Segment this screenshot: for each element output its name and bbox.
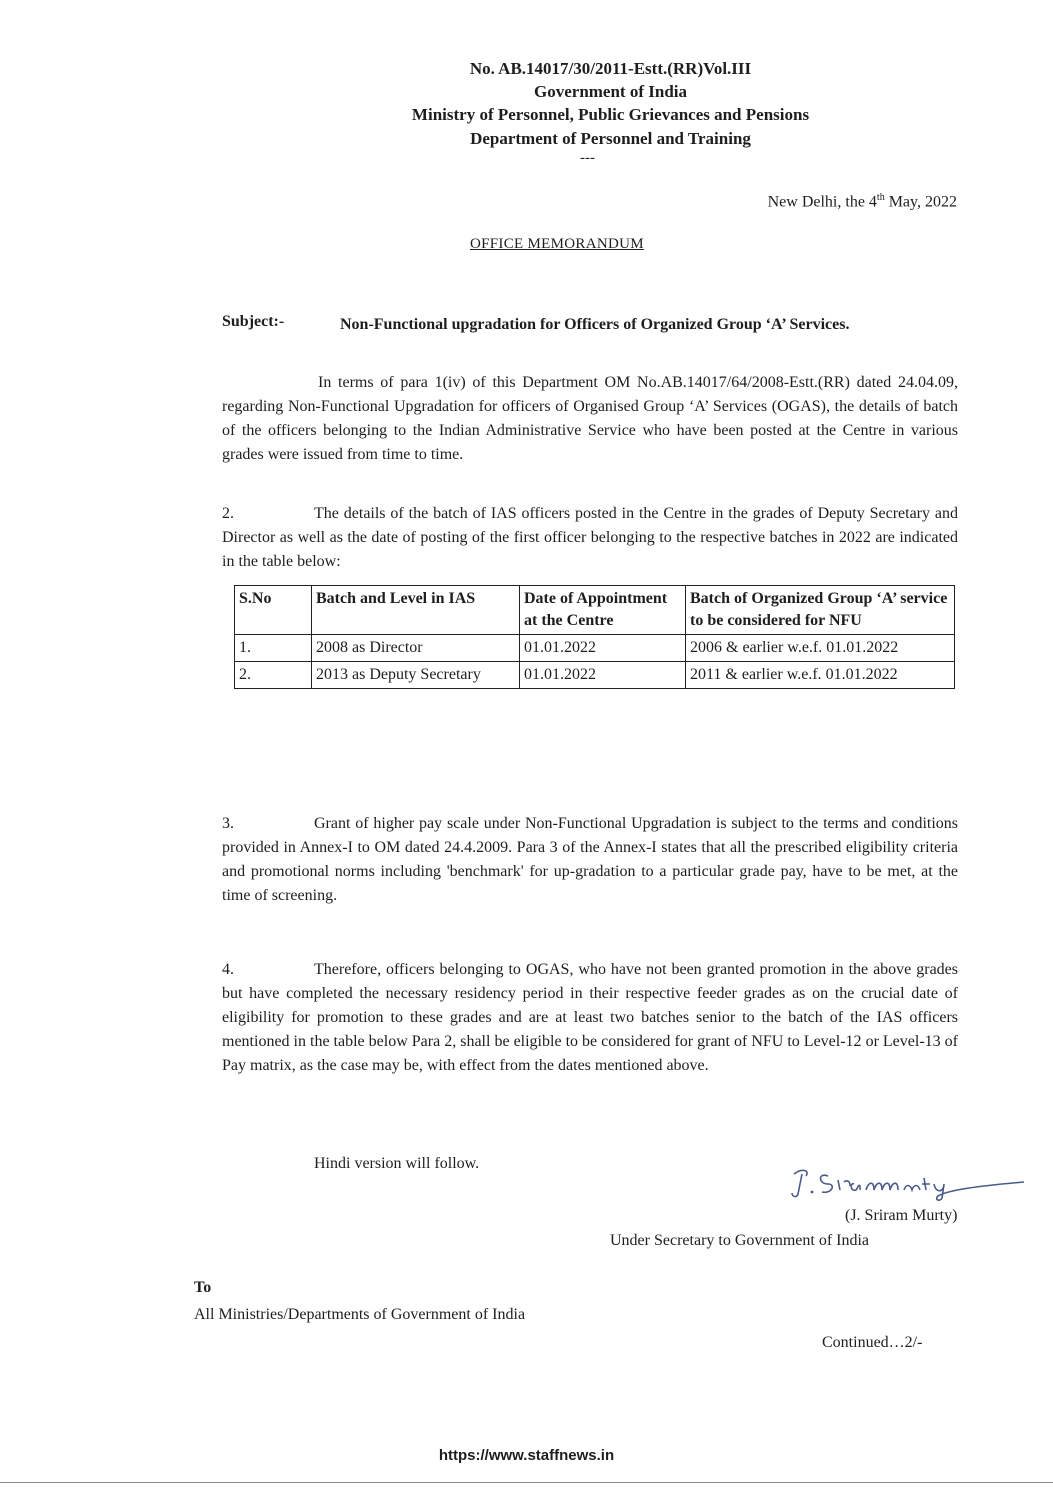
place-date (768, 192, 957, 211)
table-header-row (235, 586, 955, 635)
signatory-name: (J. Sriram Murty) (845, 1207, 958, 1224)
paragraph-2-number: 2. (222, 505, 234, 522)
nfu-batch-table (234, 585, 955, 689)
table-cell: 2. (235, 662, 312, 689)
paragraph-2 (222, 502, 958, 574)
file-number: No. AB.14017/30/2011-Estt.(RR)Vol.III (469, 59, 752, 78)
table-cell: 01.01.2022 (520, 662, 686, 689)
paragraph-4 (222, 958, 958, 1078)
ministry-heading: Ministry of Personnel, Public Grievances and Pensions (411, 105, 810, 124)
subject-label: Subject:- (222, 313, 285, 330)
table-header-cell: Batch of Organized Group ‘A’ service to be considered for NFU (686, 586, 955, 635)
paragraph-3 (222, 812, 958, 908)
footer-divider (0, 1482, 1053, 1483)
paragraph-4-number: 4. (222, 961, 234, 978)
table-cell: 2013 as Deputy Secretary (312, 662, 520, 689)
table-cell: 1. (235, 635, 312, 662)
header-separator: --- (580, 150, 595, 166)
paragraph-3-text: Grant of higher pay scale under Non-Functional Upgradation is subject to the terms and conditions provided in Annex-I to OM dated 24.4.2009. Para 3 of the Annex-I states that all the prescribed eligibility criteria and promotional norms including 'benchmark' for up-gradation to a particular grade pay, have to be met, at the time of screening. (222, 815, 958, 904)
date-rest: May, 2022 (884, 193, 957, 211)
date-day: 4 (868, 193, 877, 211)
date-ordinal: th (876, 192, 885, 203)
hindi-version-note: Hindi version will follow. (314, 1155, 480, 1172)
footer-url: https://www.staffnews.in (438, 1447, 615, 1464)
table-header-cell: Date of Appointment at the Centre (520, 586, 686, 635)
paragraph-3-number: 3. (222, 815, 234, 832)
table-row (235, 635, 955, 662)
paragraph-1: In terms of para 1(iv) of this Department OM No.AB.14017/64/2008-Estt.(RR) dated 24.04.09, regarding Non-Functional Upgradation for officers of Organised Group ‘A’ Services (OGAS), the details of batch of the officers belonging to the Indian Administrative Service who have been posted at the Centre in various grades were issued from time to time. (222, 374, 958, 463)
table-header-cell: S.No (235, 586, 312, 635)
addressee: All Ministries/Departments of Government of India (194, 1306, 526, 1323)
table-cell: 2011 & earlier w.e.f. 01.01.2022 (686, 662, 955, 689)
paragraph-4-text: Therefore, officers belonging to OGAS, who have not been granted promotion in the above grades but have completed the necessary residency period in their respective feeder grades as on the crucial date of eligibility for promotion to these grades and are at least two batches senior to the batch of the IAS officers mentioned in the table below Para 2, shall be eligible to be considered for grant of NFU to Level-12 or Level-13 of Pay matrix, as the case may be, with effect from the dates mentioned above. (222, 961, 958, 1074)
government-heading: Government of India (534, 82, 687, 101)
table-row (235, 662, 955, 689)
department-heading: Department of Personnel and Training (470, 129, 751, 148)
handwritten-signature (788, 1162, 1028, 1202)
table-cell: 2006 & earlier w.e.f. 01.01.2022 (686, 635, 955, 662)
table-header-cell: Batch and Level in IAS (312, 586, 520, 635)
signatory-designation: Under Secretary to Government of India (610, 1232, 870, 1249)
continued-note: Continued…2/- (822, 1334, 923, 1351)
subject-text: Non-Functional upgradation for Officers of Organized Group ‘A’ Services. (340, 316, 850, 333)
document-title: OFFICE MEMORANDUM (470, 236, 644, 252)
table-cell: 2008 as Director (312, 635, 520, 662)
paragraph-2-text: The details of the batch of IAS officers posted in the Centre in the grades of Deputy Secretary and Director as well as the date of posting of the first officer belonging to the respective batches in 2022 are indicated in the table below: (222, 505, 958, 570)
date-prefix: New Delhi, the (767, 193, 869, 211)
addressee-label: To (194, 1279, 212, 1296)
table-cell: 01.01.2022 (520, 635, 686, 662)
